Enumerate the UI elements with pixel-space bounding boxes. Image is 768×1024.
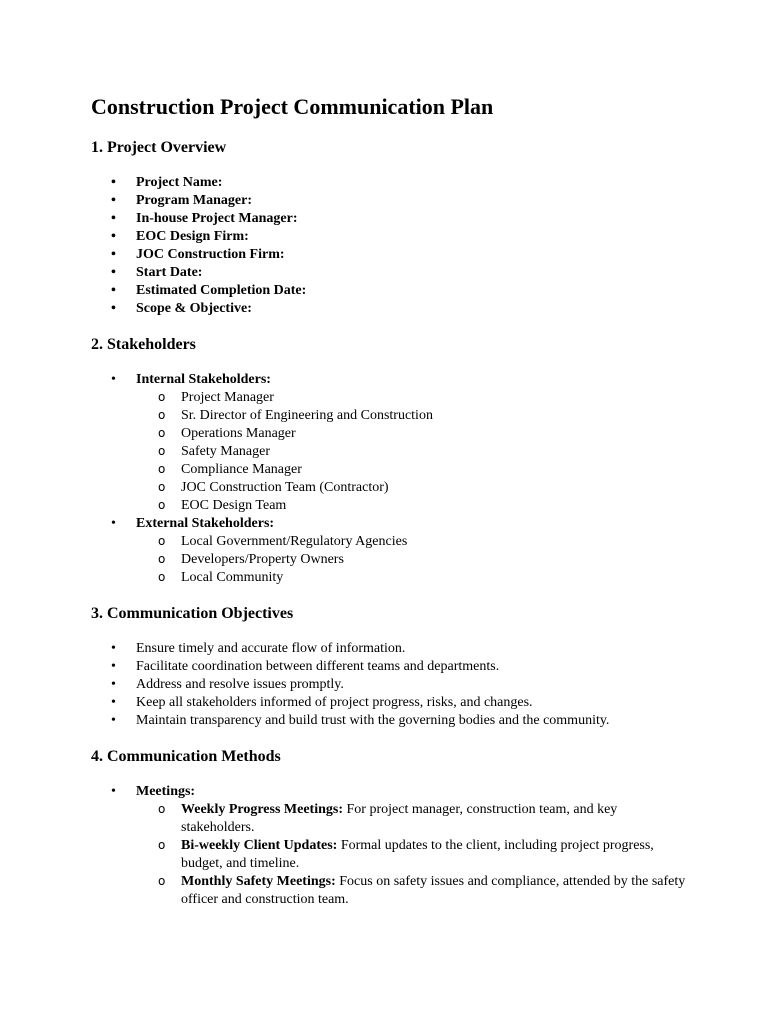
list-item: • EOC Design Firm: [91,228,691,246]
section-heading-communication-methods: 4. Communication Methods [91,748,281,765]
list-item: • Scope & Objective: [91,300,691,318]
list-item: o Operations Manager [136,425,691,443]
meeting-description: Formal updates to the client, including project progress, budget, and timeline. [181,838,654,871]
list-item: o Project Manager [136,389,691,407]
meeting-term: Bi-weekly Client Updates: [181,838,338,853]
list-item: o Sr. Director of Engineering and Construction [136,407,691,425]
list-item: • Address and resolve issues promptly. [91,676,691,694]
meetings-sublist [136,801,691,909]
section-heading-stakeholders: 2. Stakeholders [91,336,196,353]
list-item: • Keep all stakeholders informed of project progress, risks, and changes. [91,694,691,712]
meetings-label: Meetings: [136,784,196,799]
list-item: • JOC Construction Firm: [91,246,691,264]
list-item: o Local Government/Regulatory Agencies [136,533,691,551]
external-stakeholders-item [91,515,691,587]
section-heading-communication-objectives: 3. Communication Objectives [91,605,294,622]
communication-methods-list [91,783,691,909]
list-item: • Ensure timely and accurate flow of information. [91,640,691,658]
meeting-term: Weekly Progress Meetings: [181,802,344,817]
document-page [91,92,691,909]
list-item: o Safety Manager [136,443,691,461]
external-stakeholders-sublist [136,533,691,587]
internal-stakeholders-label: Internal Stakeholders: [136,372,271,387]
stakeholders-list [91,371,691,587]
list-item: • In-house Project Manager: [91,210,691,228]
internal-stakeholders-sublist [136,389,691,515]
meetings-item [91,783,691,909]
list-item [136,837,691,873]
list-item: o EOC Design Team [136,497,691,515]
list-item [136,873,691,909]
internal-stakeholders-item [91,371,691,515]
list-item: • Start Date: [91,264,691,282]
section-heading-project-overview: 1. Project Overview [91,139,227,156]
project-overview-list [91,174,691,318]
list-item: o JOC Construction Team (Contractor) [136,479,691,497]
meeting-description: Focus on safety issues and compliance, attended by the safety officer and construction team. [181,874,686,907]
communication-objectives-list [91,640,691,730]
list-item: • Program Manager: [91,192,691,210]
meeting-term: Monthly Safety Meetings: [181,874,336,889]
list-item: • Estimated Completion Date: [91,282,691,300]
list-item: • Maintain transparency and build trust with the governing bodies and the community. [91,712,691,730]
list-item [136,801,691,837]
list-item: o Developers/Property Owners [136,551,691,569]
list-item: o Local Community [136,569,691,587]
meeting-description: For project manager, construction team, and key stakeholders. [181,802,618,835]
document-title: Construction Project Communication Plan [91,94,494,119]
list-item: • Facilitate coordination between different teams and departments. [91,658,691,676]
list-item: o Compliance Manager [136,461,691,479]
external-stakeholders-label: External Stakeholders: [136,516,275,531]
list-item: • Project Name: [91,174,691,192]
